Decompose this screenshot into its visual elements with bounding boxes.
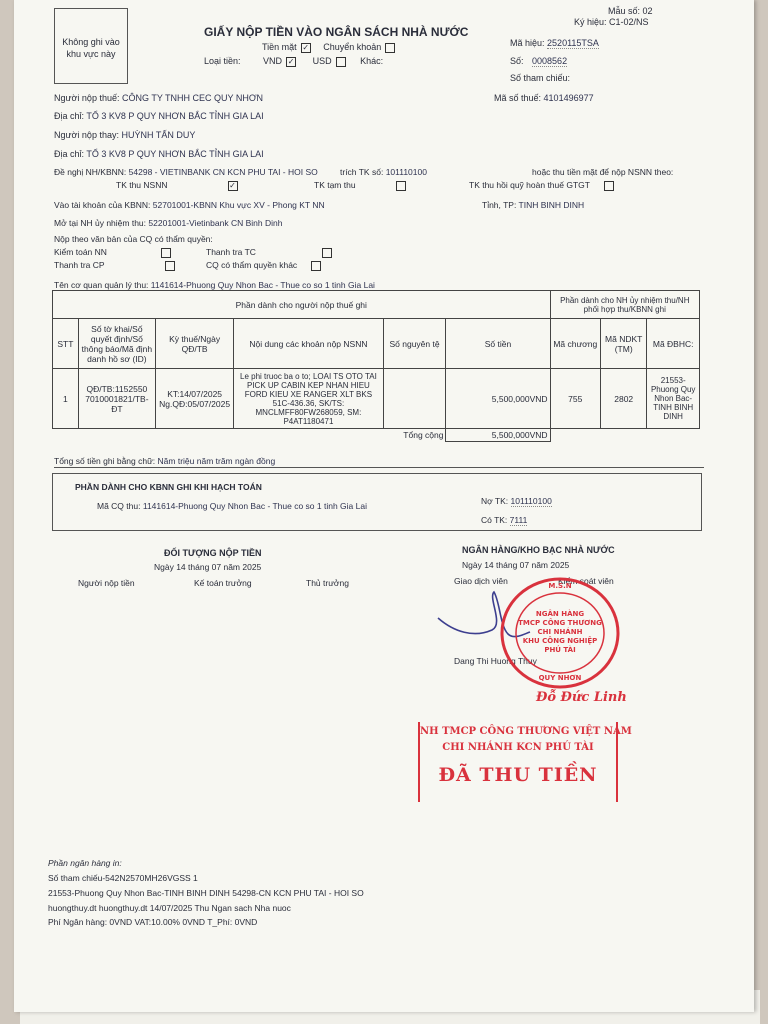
total-value: 5,500,000VND [446, 429, 550, 442]
auth-thanhtra-tc-label: Thanh tra TC [206, 247, 256, 257]
form-number: Mẫu số: 02 [608, 6, 653, 16]
or-cash-label: hoặc thu tiền mặt để nộp NSNN theo: [532, 167, 674, 177]
bank-print-line3: huongthuy.dt huongthuy.dt 14/07/2025 Thu Ngan sach Nha nuoc [48, 903, 291, 913]
svg-text:NGÂN HÀNG: NGÂN HÀNG [535, 610, 585, 618]
payment-table [52, 290, 700, 442]
no-write-box [54, 8, 128, 84]
sign-controller-label: Kiểm soát viên [558, 576, 614, 586]
transfer-label: Chuyển khoản [323, 42, 382, 52]
proxy-value: HUỲNH TẤN DUY [121, 130, 196, 140]
no-write-text-1: Không ghi vào [62, 37, 120, 47]
svg-text:TMCP CÔNG THƯƠNG: TMCP CÔNG THƯƠNG [518, 619, 602, 627]
auth-kiemtoan-checkbox[interactable] [161, 248, 171, 258]
svg-text:CHI NHÁNH: CHI NHÁNH [537, 628, 583, 636]
auth-thanhtra-tc-checkbox[interactable] [322, 248, 332, 258]
col-header-content: Nội dung các khoản nộp NSNN [234, 319, 383, 369]
controller-signature-name: Đỗ Đức Linh [536, 690, 627, 705]
auth-other-label: CQ có thẩm quyền khác [206, 260, 298, 270]
address-value: TỔ 3 KV8 P QUY NHƠN BẮC TỈNH GIA LAI [86, 111, 264, 121]
usd-label: USD [312, 56, 332, 66]
no-write-text-2: khu vực này [66, 49, 116, 59]
sign-teller-label: Giao dịch viên [454, 576, 508, 586]
address2-value: TỔ 3 KV8 P QUY NHƠN BẮC TỈNH GIA LAI [86, 149, 264, 159]
proxy-label: Người nộp thay: [54, 130, 119, 140]
total-row [53, 429, 700, 442]
transfer-checkbox[interactable] [385, 43, 395, 53]
form-symbol: Ký hiệu: C1-02/NS [574, 17, 649, 27]
received-stamp-line3: ĐÃ THU TIỀN [438, 764, 598, 786]
bank-value: 52201001-Vietinbank CN Binh Dinh [148, 218, 283, 228]
tk-hoiquy-label: TK thu hồi quỹ hoàn thuế GTGT [469, 180, 590, 190]
currency-label: Loại tiền: [204, 56, 241, 66]
svg-text:M.S.N: M.S.N [548, 582, 572, 590]
table-header-row [53, 319, 700, 369]
debit-tk-value: 101110100 [510, 496, 552, 506]
teller-name: Dang Thi Huong Thuy [454, 656, 537, 666]
number-value: 0008562 [532, 56, 568, 66]
cq-code-value: 1141614-Phuong Quy Nhon Bac - Thue co so 1 tinh Gia Lai [142, 501, 367, 511]
received-stamp-line1: NH TMCP CÔNG THƯƠNG VIỆT NAM [420, 726, 632, 737]
col-header-foreign: Số nguyên tệ [383, 319, 446, 369]
tax-code-label: Mã số thuế: [494, 93, 542, 103]
sign-payer-label: Người nộp tiền [78, 578, 135, 588]
col-header-chapter: Mã chương [550, 319, 600, 369]
tk-tamthu-label: TK tạm thu [314, 180, 356, 190]
payer-label: Người nộp thuế: [54, 93, 120, 103]
manager-value: 1141614-Phuong Quy Nhon Bac - Thue co so 1 tinh Gia Lai [150, 280, 375, 290]
debit-account-label: trích TK số: [340, 167, 384, 177]
manager-label: Tên cơ quan quản lý thu: [54, 280, 149, 290]
bank-side-title: NGÂN HÀNG/KHO BẠC NHÀ NƯỚC [462, 545, 615, 555]
other-currency-label: Khác: [360, 56, 384, 66]
cell-period: KT:14/07/2025 Ng.QĐ:05/07/2025 [156, 369, 234, 429]
bank-label: Mở tại NH ủy nhiệm thu: [54, 218, 147, 228]
tax-code-value: 4101496977 [543, 93, 594, 103]
bank-print-title: Phần ngân hàng in: [48, 858, 122, 868]
request-label: Đề nghị NH/KBNN: [54, 167, 127, 177]
sign-accountant-label: Kế toán trưởng [194, 578, 252, 588]
payer-side-title: ĐỐI TƯỢNG NỘP TIỀN [164, 548, 262, 558]
sign-head-label: Thủ trưởng [306, 578, 349, 588]
tk-tamthu-checkbox[interactable] [396, 181, 406, 191]
cell-doc: QĐ/TB:1152550 7010001821/TB-ĐT [78, 369, 155, 429]
bank-side-date: Ngày 14 tháng 07 năm 2025 [462, 560, 570, 570]
total-label: Tổng cộng [53, 429, 446, 442]
bank-print-line1: Số tham chiếu-542N2570MH26VGSS 1 [48, 873, 198, 883]
payer-value: CÔNG TY TNHH CEC QUY NHƠN [121, 93, 264, 103]
auth-other-checkbox[interactable] [311, 261, 321, 271]
svg-text:PHÚ TÀI: PHÚ TÀI [544, 646, 576, 654]
credit-tk-value: 7111 [509, 515, 528, 525]
kbnn-box-title: PHẦN DÀNH CHO KBNN GHI KHI HẠCH TOÁN [75, 482, 262, 492]
bank-print-line4: Phí Ngân hàng: 0VND VAT:10.00% 0VND T_Phí: 0VND [48, 917, 258, 927]
vnd-label: VND [263, 56, 283, 66]
col-header-stt: STT [53, 319, 79, 369]
code-value: 2520115TSA [547, 38, 599, 48]
col-header-amount: Số tiền [446, 319, 550, 369]
svg-text:QUY NHƠN: QUY NHƠN [538, 674, 582, 682]
auth-kiemtoan-label: Kiểm toán NN [54, 247, 107, 257]
cell-content: Le phi truoc ba o to; LOAI TS OTO TAI PICK UP CABIN KEP NHAN HIEU FORD KIEU XE RANGER XLT BKS 51C-436.36, SK/TS: MNCLMFF80FW268059, SM: P4AT1180471 [234, 369, 383, 429]
address2-label: Địa chỉ: [54, 149, 85, 159]
col-header-period: Kỳ thuế/Ngày QĐ/TB [156, 319, 234, 369]
code-label: Mã hiệu: [510, 38, 545, 48]
col-header-doc: Số tờ khai/Số quyết định/Số thông báo/Mã định danh hồ sơ (ID) [78, 319, 155, 369]
payer-side-date: Ngày 14 tháng 07 năm 2025 [154, 562, 262, 572]
svg-text:KHU CÔNG NGHIỆP: KHU CÔNG NGHIỆP [522, 637, 598, 645]
kbnn-account-value: 52701001-KBNN Khu vực XV - Phong KT NN [152, 200, 325, 210]
payer-section-header: Phần dành cho người nộp thuế ghi [53, 291, 551, 319]
usd-checkbox[interactable] [336, 57, 346, 67]
vnd-checkbox[interactable]: ✓ [287, 56, 295, 66]
cell-ndkt: 2802 [601, 369, 647, 429]
received-stamp-line2: CHI NHÁNH KCN PHÚ TÀI [442, 742, 594, 753]
auth-thanhtra-cp-checkbox[interactable] [165, 261, 175, 271]
address-label: Địa chỉ: [54, 111, 85, 121]
request-value: 54298 - VIETINBANK CN KCN PHU TAI - HOI SO [128, 167, 318, 177]
cash-checkbox[interactable]: ✓ [302, 42, 310, 52]
tk-hoiquy-checkbox[interactable] [604, 181, 614, 191]
cell-dbhc: 21553-Phuong Quy Nhon Bac-TINH BINH DINH [647, 369, 700, 429]
received-stamp [418, 722, 632, 802]
province-value: TINH BINH DINH [518, 200, 585, 210]
kbnn-accounting-box [52, 473, 702, 531]
cash-label: Tiền mặt [262, 42, 297, 52]
bank-section-header: Phần dành cho NH ủy nhiệm thu/NH phối hợp thu/KBNN ghi [550, 291, 699, 319]
cell-stt: 1 [53, 369, 79, 429]
col-header-ndkt: Mã NDKT (TM) [601, 319, 647, 369]
number-label: Số: [510, 56, 524, 66]
bank-print-line2: 21553-Phuong Quy Nhon Bac-TINH BINH DINH 54298-CN KCN PHU TAI - HOI SO [48, 888, 364, 898]
cell-foreign [383, 369, 446, 429]
amount-words-value: Năm triệu năm trăm ngàn đồng [157, 456, 276, 466]
amount-words-label: Tổng số tiền ghi bằng chữ: [54, 456, 156, 466]
tk-nsnn-checkbox[interactable]: ✓ [229, 180, 236, 190]
table-row [53, 369, 700, 429]
authority-label: Nộp theo văn bản của CQ có thẩm quyền: [54, 234, 213, 244]
kbnn-account-label: Vào tài khoản của KBNN: [54, 200, 151, 210]
col-header-dbhc: Mã ĐBHC: [647, 319, 700, 369]
province-label: Tỉnh, TP: [482, 200, 517, 210]
debit-tk-label: Nợ TK: [481, 496, 509, 506]
bank-round-stamp [496, 574, 624, 692]
page-title: GIẤY NỘP TIỀN VÀO NGÂN SÁCH NHÀ NƯỚC [204, 25, 469, 39]
credit-tk-label: Có TK: [481, 515, 508, 525]
tk-nsnn-label: TK thu NSNN [116, 180, 168, 190]
divider [54, 467, 704, 468]
auth-thanhtra-cp-label: Thanh tra CP [54, 260, 105, 270]
cell-chapter: 755 [550, 369, 600, 429]
debit-account-value: 101110100 [385, 167, 427, 177]
cq-code-label: Mã CQ thu: [97, 501, 141, 511]
cell-amount: 5,500,000VND [446, 369, 550, 429]
reference-label: Số tham chiếu: [510, 73, 571, 83]
payment-slip [14, 0, 754, 1012]
